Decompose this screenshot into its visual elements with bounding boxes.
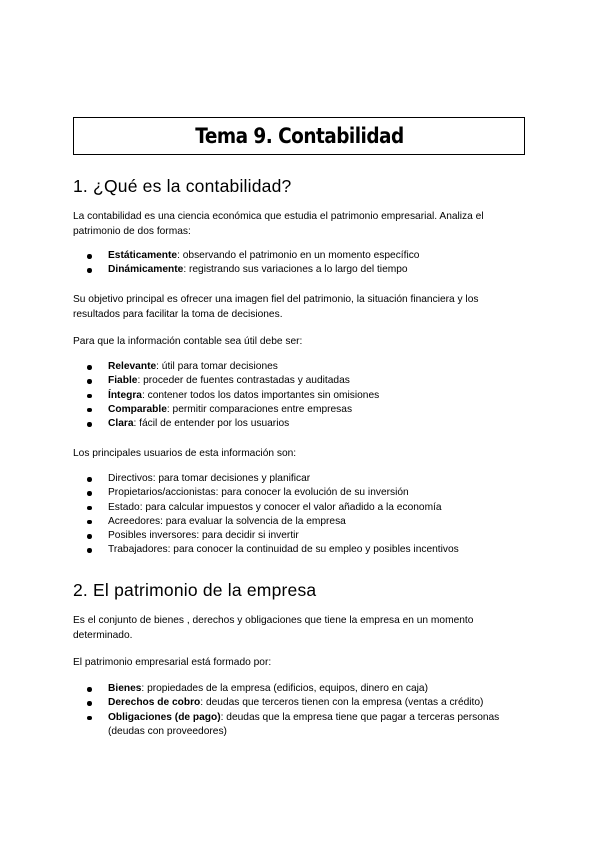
desc: : deudas que la empresa tiene que pagar a terceras personas (deudas con proveedores) — [108, 711, 500, 737]
term: Clara — [108, 418, 134, 430]
qualities-list — [73, 360, 528, 431]
user-text: Propietarios/accionistas: para conocer la evolución de su inversión — [108, 487, 409, 499]
list-item — [73, 374, 528, 388]
user-text: Acreedores: para evaluar la solvencia de la empresa — [108, 515, 346, 527]
section-1-heading: 1. ¿Qué es la contabilidad? — [73, 176, 292, 196]
list-item — [73, 417, 528, 431]
users-list — [73, 472, 528, 558]
term: Comparable — [108, 403, 167, 415]
term: Obligaciones (de pago) — [108, 711, 221, 723]
list-item — [73, 711, 528, 740]
list-item — [73, 263, 528, 277]
desc: : contener todos los datos importantes sin omisiones — [141, 389, 380, 401]
list-item — [73, 486, 528, 500]
bullet-icon — [87, 268, 92, 273]
bullet-icon — [87, 506, 92, 511]
term: Íntegra — [108, 389, 142, 401]
page-title: Tema 9. Contabilidad — [194, 124, 404, 148]
bullet-icon — [87, 548, 92, 553]
forms-list — [73, 249, 528, 278]
bullet-icon — [87, 477, 92, 482]
bullet-icon — [87, 394, 92, 399]
desc: : deudas que terceros tienen con la empresa (ventas a crédito) — [200, 697, 484, 709]
user-text: Directivos: para tomar decisiones y planificar — [108, 473, 311, 484]
list-item — [73, 543, 528, 557]
bullet-icon — [87, 422, 92, 427]
desc: : propiedades de la empresa (edificios, equipos, dinero en caja) — [141, 683, 428, 694]
bullet-icon — [87, 701, 92, 706]
list-item — [73, 515, 528, 529]
bullet-icon — [87, 716, 92, 721]
desc: : permitir comparaciones entre empresas — [166, 403, 353, 415]
list-item — [73, 389, 528, 403]
list-item — [73, 529, 528, 543]
title-box — [73, 117, 525, 155]
section-1-intro: La contabilidad es una ciencia económica que estudia el patrimonio empresarial. Analiza el patrimonio de dos formas: — [73, 211, 484, 237]
term: Fiable — [108, 375, 138, 387]
bullet-icon — [87, 520, 92, 525]
section-2-heading: 2. El patrimonio de la empresa — [73, 580, 317, 600]
patrimonio-definition: Es el conjunto de bienes , derechos y obligaciones que tiene la empresa en un momento determinado. — [73, 615, 474, 641]
user-text: Posibles inversores: para decidir si invertir — [108, 530, 299, 542]
user-text: Estado: para calcular impuestos y conocer el valor añadido a la economía — [108, 501, 442, 513]
term: Derechos de cobro — [108, 697, 201, 709]
desc: : útil para tomar decisiones — [156, 361, 278, 372]
bullet-icon — [87, 534, 92, 539]
elements-list — [73, 682, 528, 739]
desc: : fácil de entender por los usuarios — [133, 418, 290, 430]
desc: : proceder de fuentes contrastadas y auditadas — [137, 375, 350, 387]
user-text: Trabajadores: para conocer la continuidad de su empleo y posibles incentivos — [108, 544, 459, 556]
term: Dinámicamente — [108, 264, 184, 276]
list-item — [73, 472, 528, 486]
formed-intro: El patrimonio empresarial está formado por: — [73, 657, 272, 668]
bullet-icon — [87, 687, 92, 692]
list-item — [73, 682, 528, 696]
bullet-icon — [87, 379, 92, 384]
desc: : observando el patrimonio en un momento específico — [177, 250, 420, 261]
term: Relevante — [108, 361, 157, 372]
bullet-icon — [87, 408, 92, 413]
term: Bienes — [108, 683, 142, 694]
bullet-icon — [87, 491, 92, 496]
term: Estáticamente — [108, 250, 178, 261]
users-intro: Los principales usuarios de esta información son: — [73, 448, 297, 459]
bullet-icon — [87, 254, 92, 259]
bullet-icon — [87, 365, 92, 370]
list-item — [73, 360, 528, 374]
desc: : registrando sus variaciones a lo largo del tiempo — [183, 264, 408, 276]
objective-text: Su objetivo principal es ofrecer una imagen fiel del patrimonio, la situación financiera y los resultados para facilitar la toma de decisiones. — [73, 294, 479, 320]
useful-intro: Para que la información contable sea útil debe ser: — [73, 336, 303, 347]
list-item — [73, 403, 528, 417]
list-item — [73, 696, 528, 710]
list-item — [73, 501, 528, 515]
list-item — [73, 249, 528, 263]
